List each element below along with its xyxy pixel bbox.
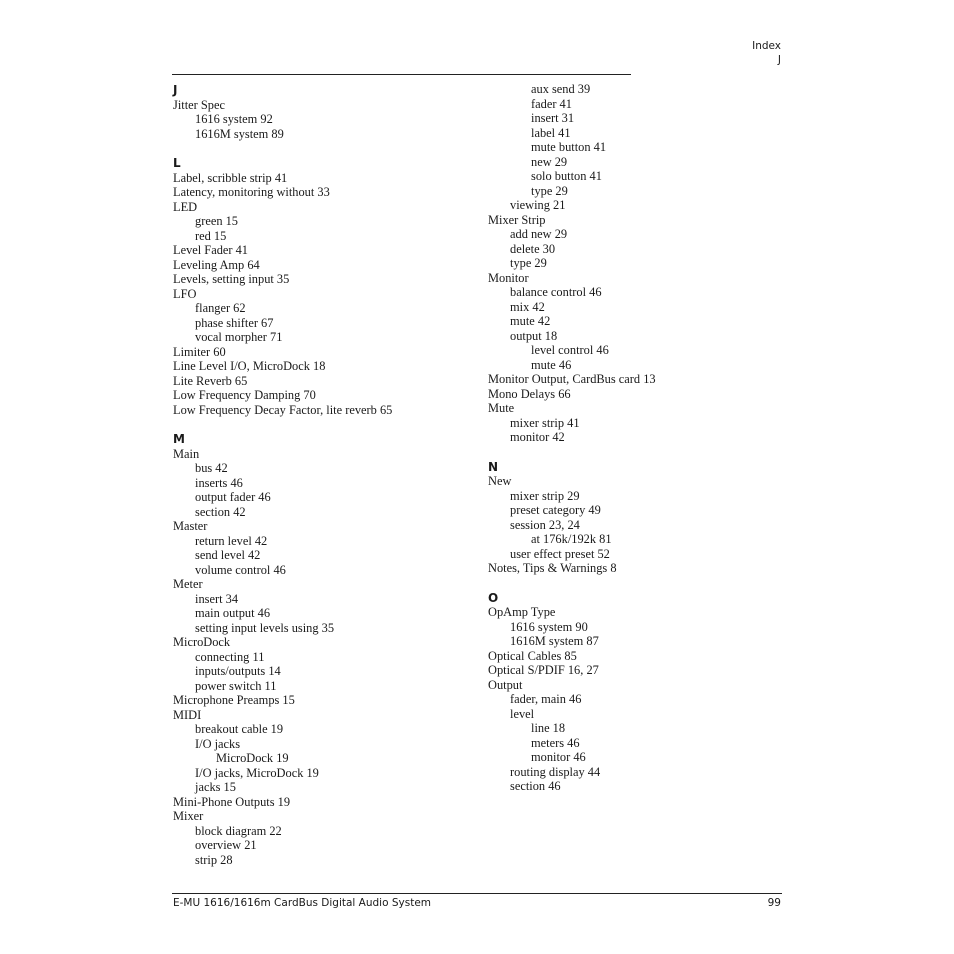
index-subentry: mute 46 [531, 357, 572, 372]
index-subentry: mute 42 [510, 314, 551, 328]
index-subentry: 1616M system 87 [510, 634, 599, 648]
header-letter: J [777, 54, 781, 66]
index-subentry: level control 46 [531, 343, 609, 357]
index-subentry: fader 41 [531, 96, 572, 111]
index-entry: Low Frequency Damping 70 [173, 388, 316, 402]
index-subentry: monitor 46 [531, 750, 586, 764]
index-subentry: monitor 42 [510, 430, 565, 444]
index-entry: Notes, Tips & Warnings 8 [488, 561, 617, 575]
index-subentry: power switch 11 [195, 678, 277, 693]
section-gap [173, 141, 392, 156]
page-number: 99 [767, 897, 781, 909]
index-subentry: vocal morpher 71 [195, 330, 283, 344]
index-entry: Monitor [488, 270, 529, 285]
index-entry: LED [173, 199, 198, 214]
index-subentry: volume control 46 [195, 562, 286, 577]
index-entry: Lite Reverb 65 [173, 373, 248, 388]
index-entry: Level Fader 41 [173, 243, 249, 257]
index-entry: Label, scribble strip 41 [173, 170, 288, 185]
index-entry: Main [173, 446, 200, 461]
section-gap [173, 417, 392, 432]
index-entry: Mute [488, 401, 515, 415]
index-subentry: phase shifter 67 [195, 315, 274, 330]
index-entry: Leveling Amp 64 [173, 257, 260, 272]
index-subentry: block diagram 22 [195, 823, 282, 838]
index-subentry: solo button 41 [531, 169, 602, 183]
index-letter-heading: O [488, 590, 499, 605]
index-entry: Microphone Preamps 15 [173, 693, 295, 707]
index-subentry: inputs/outputs 14 [195, 664, 281, 678]
index-subentry: user effect preset 52 [510, 546, 610, 561]
index-subentry: line 18 [531, 721, 566, 735]
index-entry: Mixer [173, 809, 204, 823]
index-entry: Optical Cables 85 [488, 648, 577, 663]
index-letter-heading: M [173, 432, 185, 446]
index-entry: Mixer Strip [488, 212, 546, 227]
footer-title: E-MU 1616/1616m CardBus Digital Audio System [173, 897, 432, 909]
index-subentry: viewing 21 [510, 198, 566, 212]
index-subentry: mixer strip 41 [510, 415, 580, 430]
index-subentry: at 176k/192k 81 [531, 532, 612, 546]
running-header [752, 39, 781, 67]
top-rule [172, 74, 631, 75]
index-entry: Monitor Output, CardBus card 13 [488, 372, 656, 386]
index-entry: Low Frequency Decay Factor, lite reverb 65 [173, 402, 393, 417]
index-subentry: delete 30 [510, 241, 556, 256]
index-entry: MIDI [173, 707, 202, 722]
index-subentry: new 29 [531, 154, 568, 169]
index-subentry: I/O jacks, MicroDock 19 [195, 765, 319, 780]
index-subentry: 1616 system 90 [510, 619, 588, 634]
index-subentry: I/O jacks [195, 736, 241, 751]
index-entry: Line Level I/O, MicroDock 18 [173, 359, 326, 373]
section-gap [488, 576, 656, 591]
index-subentry: connecting 11 [195, 649, 265, 664]
index-subentry: output fader 46 [195, 490, 271, 504]
index-subentry: preset category 49 [510, 503, 601, 517]
index-subentry: level [510, 706, 535, 721]
index-subentry: 1616 system 92 [195, 112, 273, 126]
index-letter-heading: N [488, 459, 499, 474]
index-column-left [173, 83, 392, 867]
section-gap [488, 445, 656, 460]
index-subentry: insert 34 [195, 591, 239, 606]
index-subentry: main output 46 [195, 606, 271, 620]
index-entry: Mono Delays 66 [488, 386, 571, 401]
index-subentry: section 46 [510, 779, 561, 793]
index-entry: Levels, setting input 35 [173, 272, 290, 286]
index-entry: Meter [173, 577, 203, 591]
index-entry: OpAmp Type [488, 605, 556, 619]
index-subentry: breakout cable 19 [195, 722, 284, 736]
index-letter-heading: L [173, 156, 181, 170]
index-subentry: send level 42 [195, 548, 261, 562]
index-subentry: mute button 41 [531, 140, 607, 154]
index-entry: Mini-Phone Outputs 19 [173, 794, 291, 809]
index-subentry: routing display 44 [510, 764, 601, 779]
index-subentry: return level 42 [195, 533, 268, 548]
index-subentry: balance control 46 [510, 285, 602, 299]
index-subentry: jacks 15 [195, 780, 236, 794]
index-subentry: type 29 [531, 183, 568, 198]
index-entry: Master [173, 519, 208, 533]
bottom-rule [172, 893, 782, 894]
index-subentry: inserts 46 [195, 475, 243, 490]
index-entry: Latency, monitoring without 33 [173, 185, 330, 199]
index-subentry: green 15 [195, 214, 239, 228]
index-entry: Limiter 60 [173, 344, 226, 359]
index-subentry: red 15 [195, 228, 227, 243]
index-subentry: label 41 [531, 125, 571, 140]
index-entry: MicroDock [173, 635, 231, 649]
index-subentry: section 42 [195, 504, 246, 519]
index-column-right [488, 82, 656, 794]
index-subentry: mix 42 [510, 299, 545, 314]
index-subentry: bus 42 [195, 461, 228, 475]
index-letter-heading: J [173, 83, 178, 97]
index-subentry: output 18 [510, 328, 558, 343]
header-section: Index [752, 40, 781, 52]
index-subentry: type 29 [510, 256, 547, 270]
index-subentry: mixer strip 29 [510, 488, 580, 503]
index-subentry: aux send 39 [531, 82, 591, 96]
index-entry: Optical S/PDIF 16, 27 [488, 663, 599, 677]
index-subentry: fader, main 46 [510, 692, 582, 706]
index-subentry: flanger 62 [195, 301, 246, 315]
index-subentry: MicroDock 19 [216, 751, 289, 765]
index-entry: LFO [173, 286, 197, 301]
index-entry: Jitter Spec [173, 97, 225, 112]
index-subentry: insert 31 [531, 111, 575, 125]
index-subentry: session 23, 24 [510, 517, 580, 532]
index-subentry: meters 46 [531, 735, 580, 750]
index-subentry: setting input levels using 35 [195, 620, 335, 635]
index-entry: Output [488, 677, 523, 692]
index-subentry: add new 29 [510, 227, 568, 241]
index-subentry: overview 21 [195, 838, 257, 852]
index-subentry: 1616M system 89 [195, 126, 284, 141]
index-entry: New [488, 474, 512, 488]
index-subentry: strip 28 [195, 852, 233, 867]
